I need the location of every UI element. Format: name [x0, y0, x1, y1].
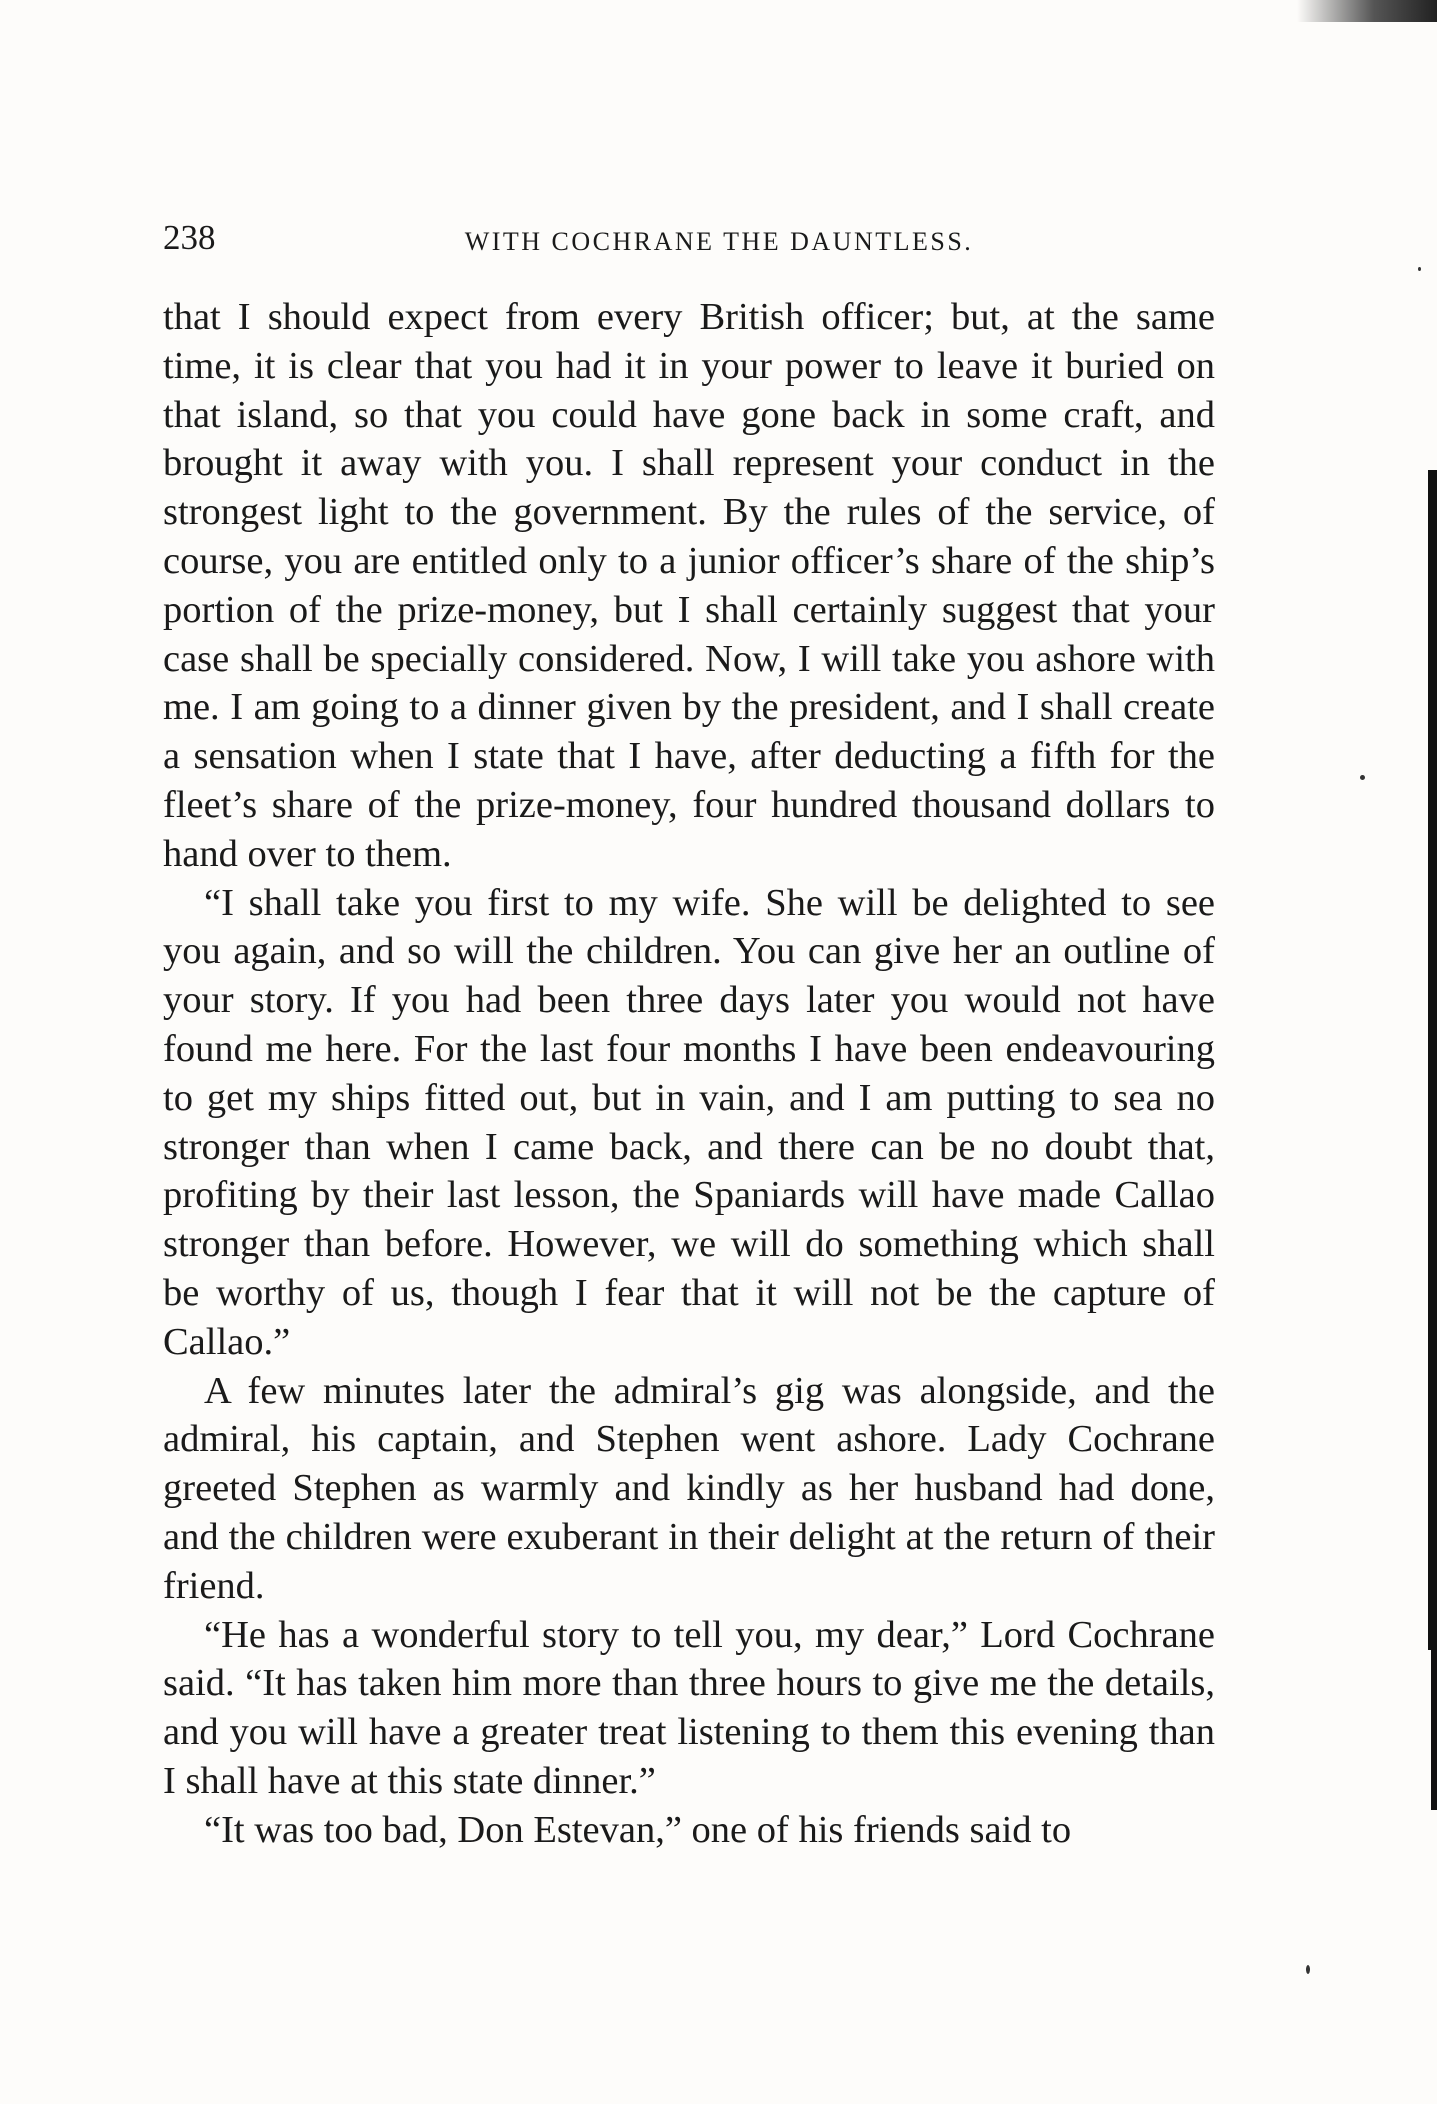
- body-text: [163, 293, 1215, 1855]
- scan-speck: [1418, 267, 1421, 271]
- running-title: WITH COCHRANE THE DAUNTLESS.: [464, 227, 974, 256]
- page-number: 238: [163, 218, 216, 257]
- paragraph: “It was too bad, Don Estevan,” one of his friends said to: [204, 1808, 1072, 1851]
- scan-speck: [1306, 1965, 1310, 1974]
- paragraph: A few minutes later the admiral’s gig was alongside, and the admiral, his captain, and Stephen went ashore. Lady Cochrane greeted Stephen as warmly and kindly as her husband had done, and the children were exuberant in their delight at the return of their friend.: [163, 1369, 1215, 1607]
- scan-edge-mark: [1428, 470, 1437, 1650]
- scan-edge-mark: [1431, 1650, 1437, 1810]
- scan-smudge: [1297, 0, 1437, 22]
- paragraph: that I should expect from every British officer; but, at the same time, it is clear that you had it in your power to leave it buried on that island, so that you could have gone back in some craft, and brought it away with you. I shall represent your conduct in the strongest light to the government. By the rules of the service, of course, you are entitled only to a junior officer’s share of the ship’s portion of the prize-money, but I shall certainly suggest that your case shall be specially considered. Now, I will take you ashore with me. I am going to a dinner given by the president, and I shall create a sensation when I state that I have, after deducting a fifth for the fleet’s share of the prize-money, four hundred thousand dollars to hand over to them.: [163, 296, 1215, 875]
- paragraph: “I shall take you first to my wife. She will be delighted to see you again, and so will the children. You can give her an outline of your story. If you had been three days later you would not have found me here. For the last four months I have been endeavouring to get my ships fitted out, but in vain, and I am putting to sea no stronger than when I came back, and there can be no doubt that, profiting by their last lesson, the Spaniards will have made Callao stronger than before. However, we will do something which shall be worthy of us, though I fear that it will not be the capture of Callao.”: [163, 881, 1215, 1363]
- paragraph: “He has a wonderful story to tell you, my dear,” Lord Cochrane said. “It has taken him more than three hours to give me the details, and you will have a greater treat listening to them this evening than I shall have at this state dinner.”: [163, 1613, 1215, 1802]
- scan-speck: [1360, 775, 1365, 780]
- running-head: [163, 218, 1215, 268]
